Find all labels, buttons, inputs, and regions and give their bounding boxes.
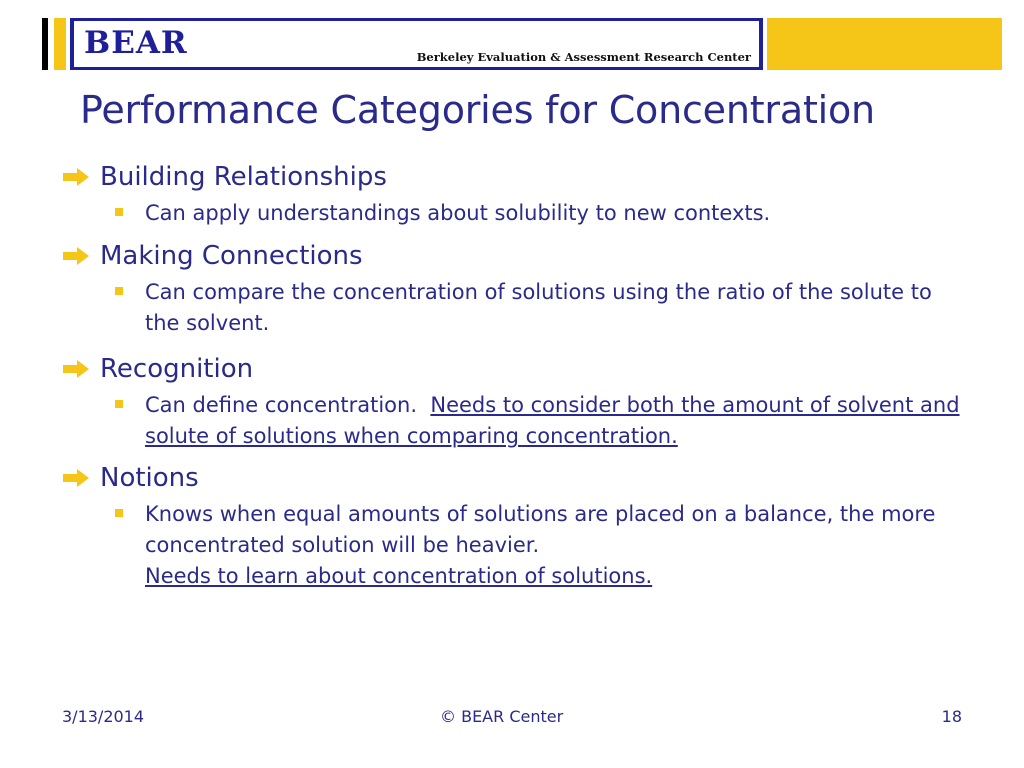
slide-content: [62, 160, 962, 592]
square-bullet-icon: [115, 509, 123, 517]
bullet-heading: Making Connections: [100, 241, 363, 271]
page-number: 18: [941, 707, 962, 726]
bullet-heading: Recognition: [100, 354, 254, 384]
bullet-item: [62, 239, 962, 273]
logo-box-inner: [74, 21, 759, 67]
sub-bullet-item: [115, 198, 962, 229]
right-arrow-icon: [62, 167, 90, 187]
detail-text: Can define concentration.: [145, 393, 418, 417]
header-banner: [42, 18, 1002, 70]
square-bullet-icon: [115, 208, 123, 216]
detail-text: Can apply understandings about solubility to new contexts.: [145, 201, 771, 225]
bullet-item: [62, 461, 962, 495]
right-arrow-icon: [62, 468, 90, 488]
underlined-note: Needs to learn about concentration of solutions.: [145, 564, 653, 588]
sub-bullet-text: [145, 499, 962, 592]
right-arrow-icon: [62, 359, 90, 379]
bear-logo: BEAR: [84, 25, 188, 61]
black-stripe: [42, 18, 48, 70]
right-arrow-icon: [62, 246, 90, 266]
square-bullet-icon: [115, 400, 123, 408]
detail-text: Can compare the concentration of solutions using the ratio of the solute to the solvent.: [145, 280, 932, 335]
logo-box: [70, 18, 763, 70]
sub-bullet-item: [115, 277, 962, 339]
square-bullet-icon: [115, 287, 123, 295]
footer-date: 3/13/2014: [62, 707, 145, 726]
sub-bullet-text: [145, 277, 962, 339]
bullet-item: [62, 160, 962, 194]
bullet-item: [62, 352, 962, 386]
underlined-note: Needs to consider both the amount of solvent and solute of solutions when comparing concentration.: [145, 393, 960, 448]
sub-bullet-text: [145, 198, 962, 229]
bullet-heading: Notions: [100, 463, 199, 493]
org-name: Berkeley Evaluation & Assessment Research Center: [416, 50, 751, 64]
sub-bullet-text: [145, 390, 962, 452]
gold-block: [767, 18, 1002, 70]
detail-text: Knows when equal amounts of solutions are placed on a balance, the more concentrated solution will be heavier.: [145, 502, 936, 557]
sub-bullet-item: [115, 390, 962, 452]
gold-stripe: [54, 18, 66, 70]
bullet-heading: Building Relationships: [100, 162, 387, 192]
sub-bullet-item: [115, 499, 962, 592]
footer-copyright: © BEAR Center: [440, 707, 564, 726]
slide-title: Performance Categories for Concentration: [80, 88, 875, 132]
